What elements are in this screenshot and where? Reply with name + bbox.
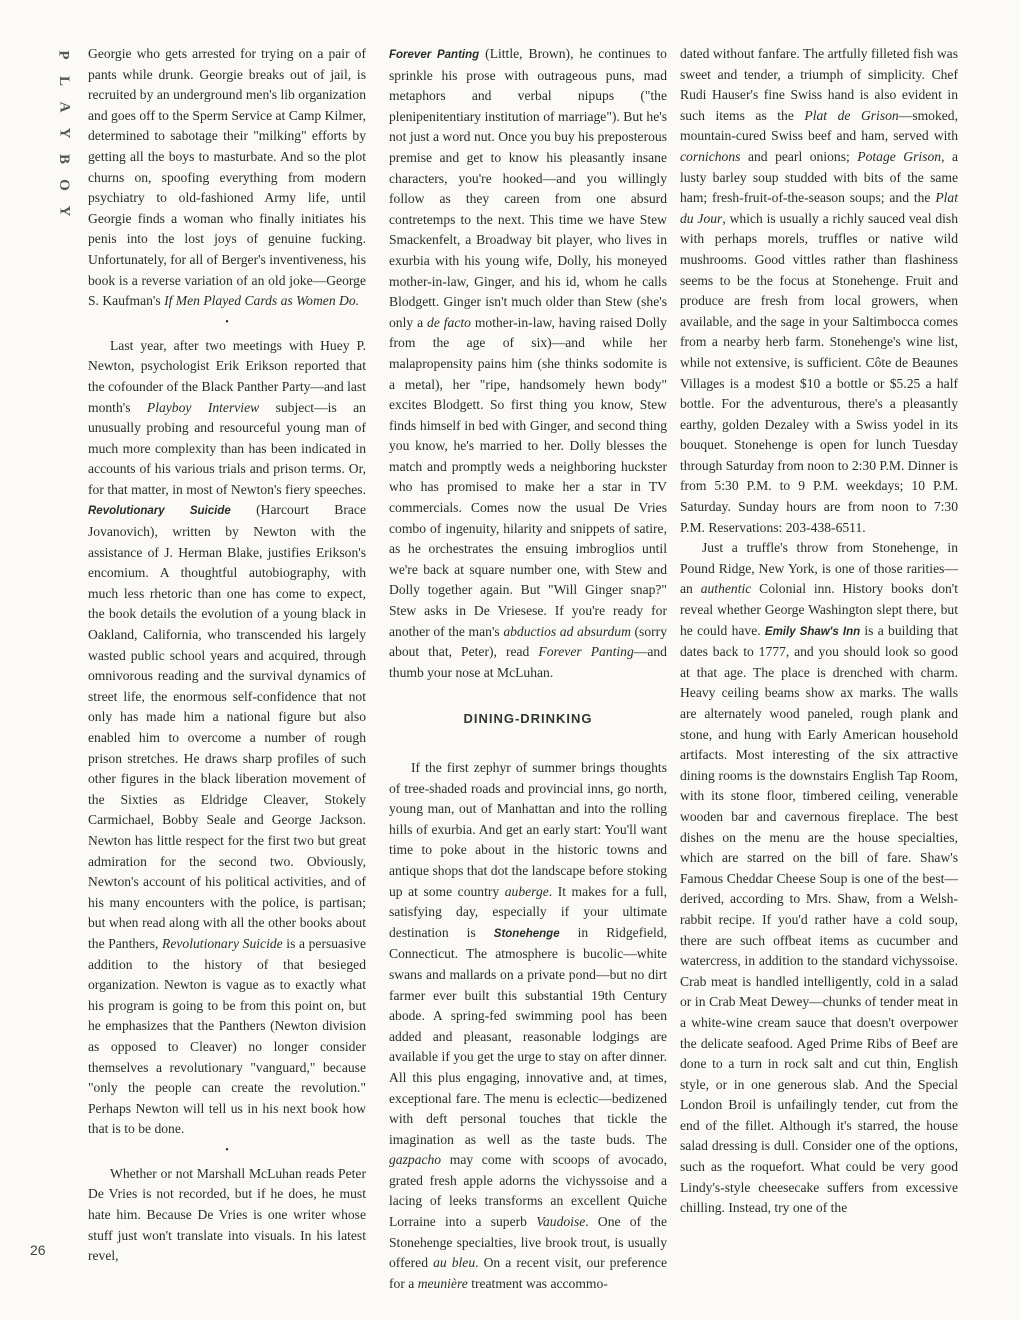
section-heading: DINING-DRINKING: [463, 711, 593, 727]
book-title: Revolutionary Suicide: [88, 505, 231, 518]
side-letter: L: [55, 75, 72, 87]
column-2: [389, 44, 667, 1294]
page-number: 26: [30, 1242, 46, 1258]
paragraph: Last year, after two meetings with Huey P. Newton, psychologist Erik Erikson reported that the cofounder of the Black Panther Party—and last month's Playboy Interview subject—is an unusually probing and resourceful young man of much more complexity than has been indicated in accounts of his various trials and prison terms. Or, for that matter, in most of Newton's fiery speeches. Revolutionary Suicide (Harcourt Brace Jovanovich), written by Newton with the assistance of J. Herman Blake, justifies Erikson's encomium. A thoughtful autobiography, with much less rhetoric than one has come to expect, the book details the evolution of a young black in Oakland, California, who transcended his largely wasted public school years and acquired, through omnivorous reading and the survival dynamics of street life, the enormous self-confidence that not only has made him a national figure but also enabled him to overcome a number of rough prison stretches. He draws sharp profiles of such other figures in the black liberation movement of the Sixties as Eldridge Cleaver, Stokely Carmichael, Bobby Seale and George Jackson. Newton has little respect for the first two but great admiration for the second two. Obviously, Newton's account of his political activities, and of his many encounters with the police, is partisan; but when read along with all the other books about the Panthers, Revolutionary Suicide is a persuasive addition to the history of that besieged organization. Newton is vague as to exactly what his program is going to be from this point on, but he emphasizes that the Panthers (Newton division as opposed to Cleaver) no longer consider themselves a revolutionary "vanguard," because "only the people can create the revolution." Perhaps Newton will tell us in his next book how that is to be done.: [88, 337, 366, 1137]
paragraph: Forever Panting (Little, Brown), he continues to sprinkle his prose with outrageous puns, mad metaphors and verbal nipups ("the plenipenitentiary institution of marriage"). But he's not just a word nut. Once you buy his preposterous premise and get to know his pleasantly insane characters, you're hooked—and you willingly follow as they careen from one absurd contretemps to the next. This time we have Stew Smackenfelt, a Broadway bit player, who lives in exurbia with his young wife, Dolly, his moneyed mother-in-law, Ginger, and his id, whom he calls Blodgett. Ginger isn't much older than Stew (she's only a de facto mother-in-law, having raised Dolly from the age of six)—and while her malapropensity pains him (she thinks sodomite is a metal), her "ripe, handsomely hewn body" excites Blodgett. So first thing you know, Stew finds himself in bed with Ginger, and second thing you know, he's married to her. Dolly blesses the match and promptly weds a neighboring huckster who has promised to make her a star in TV commercials. Comes now the usual De Vries combo of ingenuity, hilarity and snippets of satire, as he orchestrates the ensuing imbroglios until we're back at square number one, with Stew and Dolly together again. But "Will Ginger snap?" Stew asks in De Vriesese. If you're ready for another of the man's abductios ad absurdum (sorry about that, Peter), read Forever Panting—and thumb your nose at McLuhan.: [389, 46, 667, 680]
side-letter: Y: [56, 205, 72, 217]
restaurant-name: Emily Shaw's Inn: [764, 625, 861, 638]
side-letter: Y: [56, 127, 72, 139]
side-letter: O: [55, 179, 72, 191]
side-letter: A: [56, 101, 72, 113]
paragraph: Georgie who gets arrested for trying on a pair of pants while drunk. Georgie breaks out of jail, is recruited by an underground men's lib organization and goes off to the Sperm Service at Camp Kilmer, determined to sabotage their "milking" efforts by getting all the boys to masturbate. And so the plot churns on, spoofing everything from modern psychiatry to old-fashioned Army life, until Georgie finds a woman who finally initiates his penis into the lost joys of genuine fucking. Unfortunately, for all of Berger's inventiveness, his book is a reverse variation of an old joke—George S. Kaufman's If Men Played Cards as Women Do.: [88, 46, 366, 309]
paragraph: If the first zephyr of summer brings thoughts of tree-shaded roads and provincial inns, go north, young man, out of Manhattan and into the rolling hills of exurbia. And get an early start: You'll want time to poke about in the historic towns and antique shops that dot the landscape before stoking up at some country auberge. It makes for a full, satisfying day, especially if your ultimate destination is Stonehenge in Ridgefield, Connecticut. The atmosphere is bucolic—white swans and mallards on a private pond—but no dirt farmer ever built this substantial 19th Century abode. A spring-fed swimming pool has been added and pleasant, reasonable lodgings are available if you get the urge to stay on after dinner. All this plus engaging, innovative and, at times, exceptional fare. The menu is eclectic—bedizened with deft personal touches that tickle the imagination as well as the taste buds. The gazpacho may come with scoops of avocado, grated fresh apple adorns the vichyssoise and a lacing of leeks transforms an excellent Quiche Lorraine into a superb Vaudoise. One of the Stonehenge specialties, live brook trout, is usually offered au bleu. On a recent visit, our preference for a meunière treatment was accommo-: [389, 760, 667, 1291]
section-separator: •: [225, 316, 229, 328]
magazine-side-label: [52, 42, 76, 224]
book-title: Forever Panting: [389, 49, 480, 61]
column-3: [680, 44, 958, 1219]
column-1: [88, 44, 366, 1267]
restaurant-name: Stonehenge: [493, 927, 560, 940]
section-separator: •: [225, 1144, 229, 1156]
paragraph: dated without fanfare. The artfully filleted fish was sweet and tender, a triumph of simplicity. Chef Rudi Hauser's fine Swiss hand is also evident in such items as the Plat de Grison—smoked, mountain-cured Swiss beef and ham, served with cornichons and pearl onions; Potage Grison, a lusty barley soup studded with bits of the same ham; fresh-fruit-of-the-season soups; and the Plat du Jour, which is usually a richly sauced veal dish with perhaps morels, truffles or native wild mushrooms. Good vittles rather than flashiness seems to be the focus at Stonehenge. Fruit and produce are fresh from local growers, when available, and the sage in your Saltimbocca comes from a nearby herb farm. Stonehenge's wine list, while not extensive, is sufficient. Côte de Beaunes Villages is a modest $10 a bottle or $5.25 a half bottle. For the adventurous, there's a pleasantly earthy, golden Dezaley with a Swiss yodel in its bouquet. Stonehenge is open for lunch Tuesday through Saturday from noon to 2:30 P.M. Dinner is from 5:30 P.M. to 9 P.M. weekdays; 10 P.M. Saturday. Sunday hours are from noon to 7:30 P.M. Reservations: 203-438-6511.: [680, 46, 959, 535]
paragraph: Whether or not Marshall McLuhan reads Peter De Vries is not recorded, but if he does, he must hate him. Because De Vries is one writer whose stuff just won't translate into visuals. In his latest revel,: [88, 1165, 366, 1264]
paragraph: Just a truffle's throw from Stonehenge, in Pound Ridge, New York, is one of those rarities—an authentic Colonial inn. History books don't reveal whether George Washington slept there, but he could have. Emily Shaw's Inn is a building that dates back to 1777, and you should look so good at that age. The place is drenched with charm. Heavy ceiling beams show ax marks. The walls are alternately wood paneled, rough plank and stone, and hung with Early American household artifacts. Most interesting of the six attractive dining rooms is the downstairs English Tap Room, with its stone floor, timbered ceiling, venerable wooden bar and cavernous fireplace. The best dishes on the menu are the house specialties, which are starred on the bill of fare. Shaw's Famous Cheddar Cheese Soup is one of the best—derived, according to Mrs. Shaw, from a Welsh-rabbit recipe. If you'd rather have a cold soup, there are such offbeat items as cucumber and watercress, in addition to the standard vichyssoise. Crab meat is handled intelligently, cold in a salad or in Crab Meat Dewey—chunks of tender meat in a white-wine cream sauce that doesn't overpower the delicate seafood. Aged Prime Ribs of Beef are done to a turn in rock salt and cut thin, English style, or in one generous slab. And the Special London Broil is unfailingly tender, cut from the end of the fillet. Although it's starred, the house salad dressing is dull. Consider one of the options, such as the roquefort. What could be very good Lindy's-style cheesecake suffers from excessive chilling. Instead, try one of the: [680, 540, 959, 1216]
side-letter: B: [55, 153, 72, 165]
side-letter: P: [55, 50, 72, 60]
